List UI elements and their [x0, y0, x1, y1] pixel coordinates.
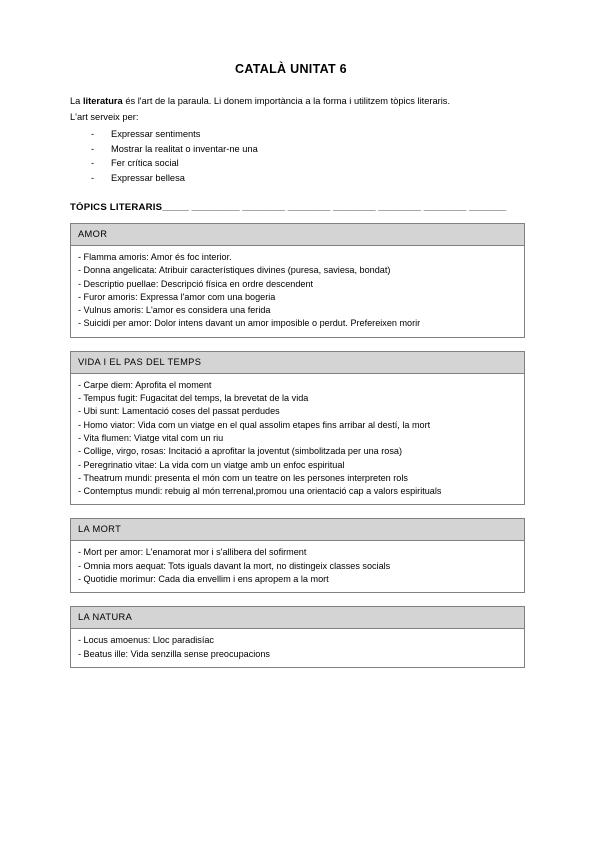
table-row: - Beatus ille: Vida senzilla sense preocupacions	[78, 648, 270, 659]
purposes-list	[70, 127, 530, 185]
table-row: - Peregrinatio vitae: La vida com un viatge amb un enfoc espiritual	[78, 459, 345, 470]
topic-table-la-natura	[70, 606, 525, 668]
intro-lead-after: és l'art de la paraula. Li donem importància a la forma i utilitzem tòpics literaris.	[122, 96, 451, 106]
table-row: - Collige, virgo, rosas: Incitació a aprofitar la joventut (simbolitzada per una rosa)	[78, 446, 402, 457]
topic-table-vida-i-el-pas-del-temps	[70, 351, 525, 506]
table-header: LA NATURA	[71, 607, 524, 629]
section-heading	[70, 202, 530, 213]
dash-bullet-icon: -	[91, 143, 95, 154]
dash-bullet-icon: -	[91, 129, 95, 139]
table-row: - Omnia mors aequat: Tots iguals davant la mort, no distingeix classes socials	[78, 560, 391, 571]
page-title: CATALÀ UNITAT 6	[235, 62, 347, 76]
table-row: - Theatrum mundi: presenta el món com un teatre on les persones interpreten rols	[78, 472, 408, 483]
table-body	[71, 374, 524, 505]
table-row: - Quotidie morimur: Cada dia envellim i ens apropem a la mort	[78, 574, 329, 585]
table-row: - Mort per amor: L'enamorat mor i s'allibera del sofirment	[78, 547, 307, 558]
table-row: - Flamma amoris: Amor és foc interior.	[78, 252, 232, 262]
topic-table-la-mort	[70, 518, 525, 593]
table-row: - Donna angelicata: Atribuir característiques divines (puresa, saviesa, bondat)	[78, 265, 391, 276]
table-row: - Furor amoris: Expressa l'amor com una bogeria	[78, 291, 276, 302]
list-item	[70, 142, 530, 157]
table-row: - Tempus fugit: Fugacitat del temps, la brevetat de la vida	[78, 393, 309, 404]
intro-keyword: literatura	[82, 96, 123, 106]
table-row: - Carpe diem: Aprofita el moment	[78, 379, 212, 390]
list-item-label: Mostrar la realitat o inventar-ne una	[111, 143, 258, 154]
intro-lead-before: La	[70, 96, 83, 106]
table-row: - Contemptus mundi: rebuig al món terrenal,promou una orientació cap a valors espirituals	[78, 486, 442, 497]
table-body	[71, 246, 524, 337]
list-item-label: Fer crítica social	[111, 158, 179, 168]
section-heading-label: TÒPICS LITERARIS	[70, 202, 163, 213]
table-row: - Descriptio puellae: Descripció física en ordre descendent	[78, 278, 314, 289]
list-item	[70, 127, 530, 142]
table-row: - Vita flumen: Viatge vital com un riu	[78, 432, 224, 443]
list-item-label: Expressar sentiments	[111, 129, 201, 139]
section-heading-rule: _____ _________ ________ ________ ________ ________ ________ _______	[162, 202, 507, 213]
intro-second-line: L'art serveix per:	[70, 111, 139, 122]
dash-bullet-icon: -	[91, 172, 95, 183]
intro-paragraph	[70, 94, 530, 125]
list-item	[70, 156, 530, 171]
table-header: VIDA I EL PAS DEL TEMPS	[71, 352, 524, 374]
list-item	[70, 171, 530, 186]
list-item-label: Expressar bellesa	[111, 172, 185, 183]
table-header: LA MORT	[71, 519, 524, 541]
table-row: - Vulnus amoris: L'amor es considera una ferida	[78, 305, 271, 316]
table-header: AMOR	[71, 224, 524, 246]
table-body	[71, 541, 524, 592]
table-body	[71, 629, 524, 667]
table-row: - Ubi sunt: Lamentació coses del passat perdudes	[78, 406, 280, 417]
dash-bullet-icon: -	[91, 158, 95, 168]
topic-table-amor	[70, 223, 525, 338]
table-row: - Homo viator: Vida com un viatge en el qual assolim etapes fins arribar al destí, la mort	[78, 419, 431, 430]
table-row: - Locus amoenus: Lloc paradisíac	[78, 635, 214, 646]
table-row: - Suicidi per amor: Dolor intens davant un amor imposible o perdut. Prefereixen morir	[78, 318, 421, 329]
